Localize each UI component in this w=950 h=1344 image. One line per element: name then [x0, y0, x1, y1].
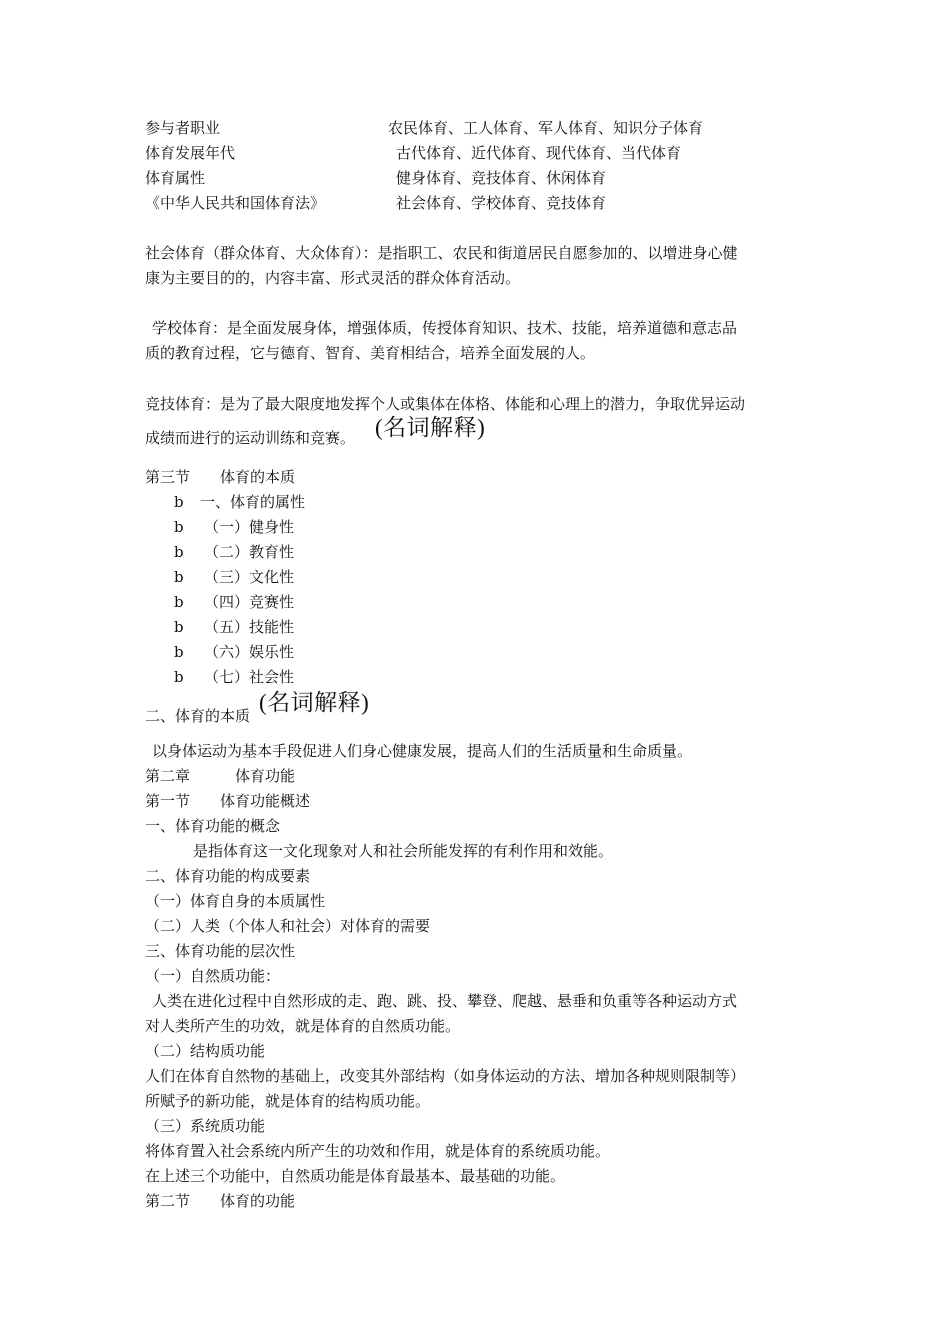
system-function-heading: （三）系统质功能 — [145, 1117, 266, 1135]
school-sport-definition-line2: 质的教育过程，它与德育、智育、美育相结合，培养全面发展的人。 — [145, 344, 596, 362]
list-item: （二）教育性 — [204, 543, 295, 561]
list-item: （五）技能性 — [204, 618, 295, 636]
list-bullet: b — [174, 518, 184, 536]
chapter2-section1-heading: 第一节 体育功能概述 — [145, 792, 311, 810]
list-bullet: b — [174, 593, 184, 611]
function-concept-heading: 一、体育功能的概念 — [145, 817, 281, 835]
values-attribute: 健身体育、竞技体育、休闲体育 — [396, 169, 607, 187]
function-concept-text: 是指体育这一文化现象对人和社会所能发挥的有利作用和效能。 — [193, 842, 614, 860]
structural-function-text-line2: 所赋予的新功能，就是体育的结构质功能。 — [145, 1092, 431, 1110]
system-function-text: 将体育置入社会系统内所产生的功效和作用，就是体育的系统质功能。 — [145, 1142, 611, 1160]
category-era: 体育发展年代 — [145, 144, 236, 162]
term-explanation-note: (名词解释) — [375, 415, 486, 440]
list-bullet: b — [174, 643, 184, 661]
social-sport-definition-line1: 社会体育（群众体育、大众体育）：是指职工、农民和街道居民自愿参加的、以增进身心健 — [145, 244, 738, 262]
school-sport-definition-line1: 学校体育：是全面发展身体，增强体质，传授体育知识、技术、技能，培养道德和意志品 — [152, 319, 738, 337]
list-bullet: b — [174, 618, 184, 636]
list-bullet: b — [174, 543, 184, 561]
list-item: （六）娱乐性 — [204, 643, 295, 661]
chapter2-heading: 第二章 体育功能 — [145, 767, 296, 785]
values-era: 古代体育、近代体育、现代体育、当代体育 — [396, 144, 682, 162]
list-item: （七）社会性 — [204, 668, 295, 686]
values-law: 社会体育、学校体育、竞技体育 — [396, 194, 607, 212]
social-sport-definition-line2: 康为主要目的的，内容丰富、形式灵活的群众体育活动。 — [145, 269, 521, 287]
list-item: （三）文化性 — [204, 568, 295, 586]
category-occupation: 参与者职业 — [145, 119, 221, 137]
function-levels-heading: 三、体育功能的层次性 — [145, 942, 296, 960]
list-bullet: b — [174, 668, 184, 686]
term-explanation-note: (名词解释) — [259, 690, 370, 715]
competitive-sport-definition-line2: 成绩而进行的运动训练和竞赛。 — [145, 429, 356, 447]
natural-function-heading: （一）自然质功能： — [145, 967, 281, 985]
functions-summary: 在上述三个功能中，自然质功能是体育最基本、最基础的功能。 — [145, 1167, 566, 1185]
function-element-2: （二）人类（个体人和社会）对体育的需要 — [145, 917, 431, 935]
natural-function-text-line2: 对人类所产生的功效，就是体育的自然质功能。 — [145, 1017, 461, 1035]
function-element-1: （一）体育自身的本质属性 — [145, 892, 326, 910]
structural-function-heading: （二）结构质功能 — [145, 1042, 266, 1060]
list-item: 一、体育的属性 — [200, 493, 306, 511]
function-elements-heading: 二、体育功能的构成要素 — [145, 867, 311, 885]
list-bullet: b — [174, 493, 184, 511]
category-law: 《中华人民共和国体育法》 — [145, 194, 326, 212]
section3-heading: 第三节 体育的本质 — [145, 468, 296, 486]
essence-heading: 二、体育的本质 — [145, 707, 251, 725]
list-bullet: b — [174, 568, 184, 586]
structural-function-text-line1: 人们在体育自然物的基础上，改变其外部结构（如身体运动的方法、增加各种规则限制等） — [145, 1067, 746, 1085]
natural-function-text-line1: 人类在进化过程中自然形成的走、跑、跳、投、攀登、爬越、悬垂和负重等各种运动方式 — [152, 992, 738, 1010]
competitive-sport-definition-line1: 竞技体育：是为了最大限度地发挥个人或集体在体格、体能和心理上的潜力，争取优异运动 — [145, 395, 746, 413]
list-item: （四）竞赛性 — [204, 593, 295, 611]
values-occupation: 农民体育、工人体育、军人体育、知识分子体育 — [388, 119, 704, 137]
chapter2-section2-heading: 第二节 体育的功能 — [145, 1192, 296, 1210]
essence-text: 以身体运动为基本手段促进人们身心健康发展，提高人们的生活质量和生命质量。 — [152, 742, 693, 760]
list-item: （一）健身性 — [204, 518, 295, 536]
category-attribute: 体育属性 — [145, 169, 206, 187]
